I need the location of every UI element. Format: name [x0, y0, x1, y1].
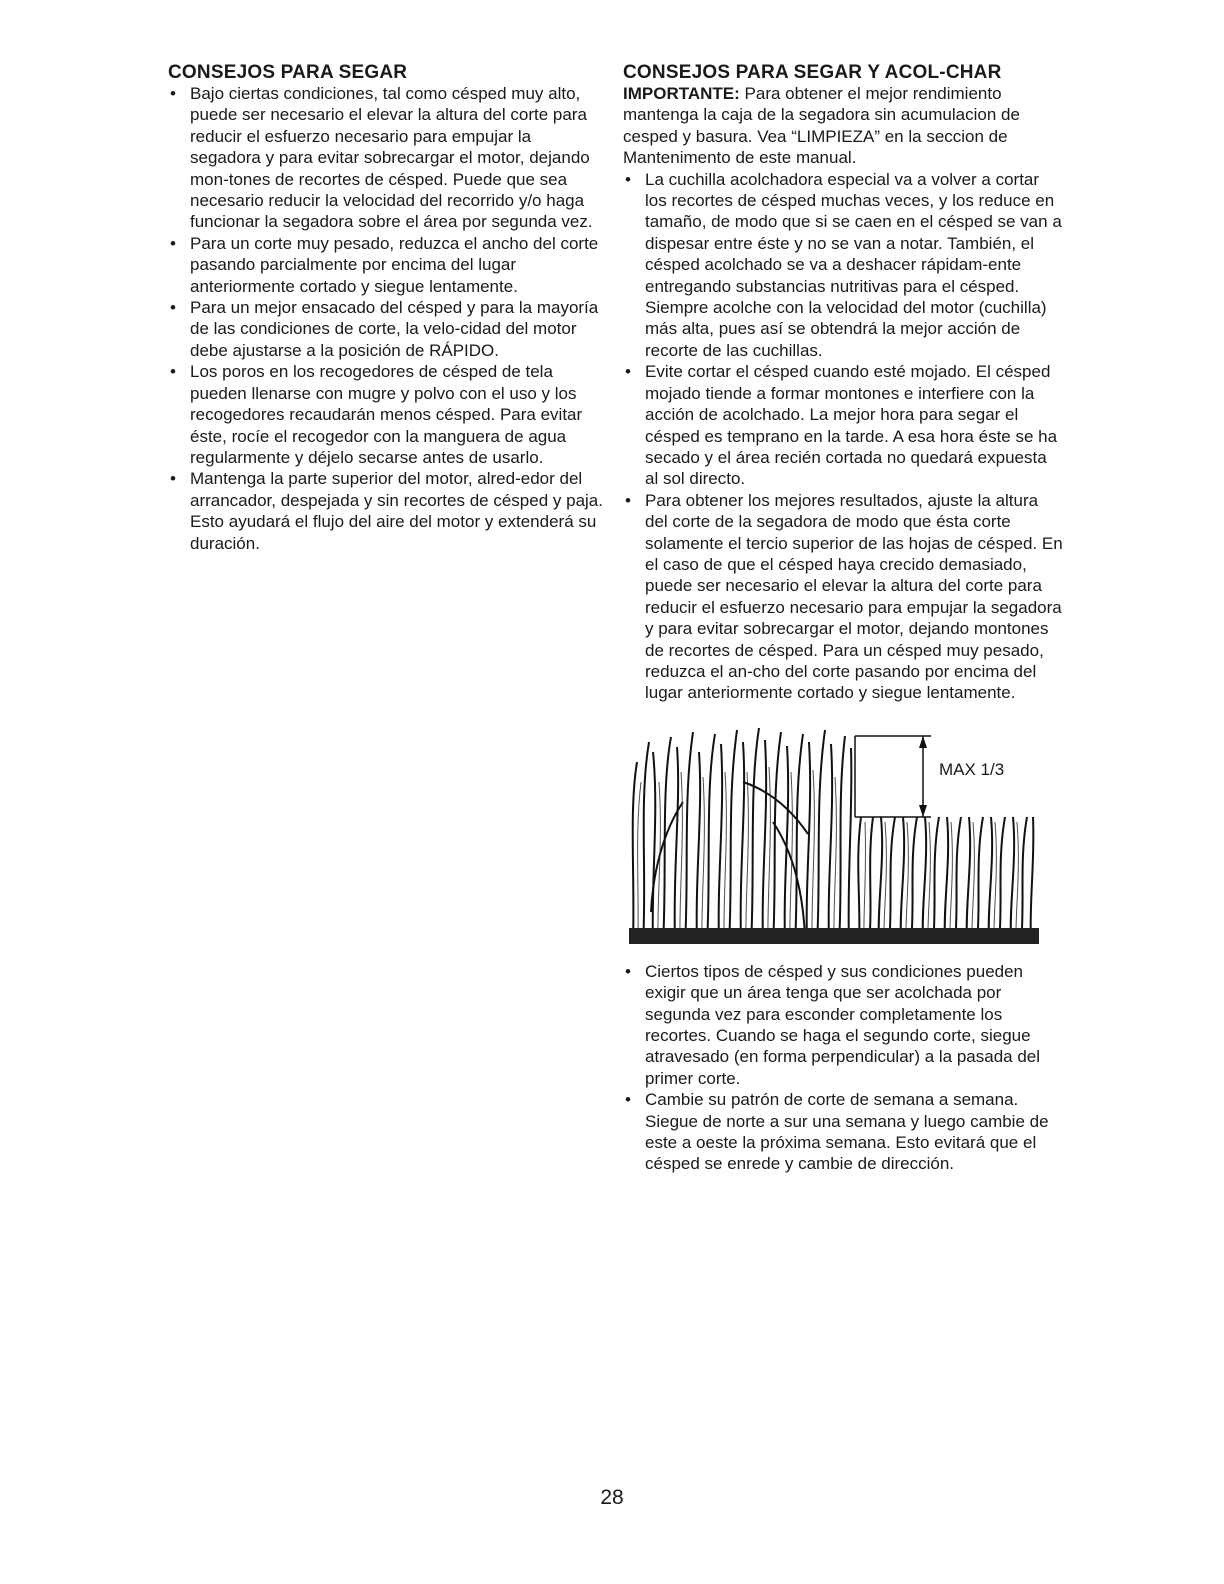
list-item: • Para un mejor ensacado del césped y para la mayoría de las condiciones de corte, la velo-cidad del motor debe ajustarse a la posición de RÁPIDO.: [168, 297, 604, 361]
tall-grass: [633, 728, 852, 944]
grass-height-illustration: [623, 722, 1053, 947]
list-item: • La cuchilla acolchadora especial va a volver a cortar los recortes de césped muchas veces, y los reduce en tamaño, de modo que si se caen en el césped se van a dispesar entre éste y no se van a notar. También, el césped acolchado se va a deshacer rápidam-ente entregando substancias nutritivas para el césped. Siempre acolche con la velocidad del motor (cuchilla) más alta, pues así se obtendrá la mejor acción de recorte de las cuchillas.: [623, 169, 1063, 362]
list-item: • Cambie su patrón de corte de semana a semana. Siegue de norte a sur una semana y luego cambie de este a oeste la próxima semana. Esto evitará que el césped se enrede y cambie de dirección.: [623, 1089, 1063, 1175]
left-column: [168, 62, 604, 554]
mowing-tips-heading: CONSEJOS PARA SEGAR: [168, 62, 408, 83]
mulching-tips-list-continued: [623, 961, 1063, 1175]
mulching-tips-heading: CONSEJOS PARA SEGAR Y ACOL-CHAR: [623, 62, 1002, 83]
arrow-up-icon: [919, 736, 927, 748]
list-item: • Evite cortar el césped cuando esté mojado. El césped mojado tiende a formar montones e interfiere con la acción de acolchado. La mejor hora para segar el césped es temprano en la tarde. A esa hora éste se ha secado y el área recién cortada no quedará expuesta al sol directo.: [623, 361, 1063, 489]
arrow-down-icon: [919, 805, 927, 817]
list-item: • Bajo ciertas condiciones, tal como césped muy alto, puede ser necesario el elevar la altura del corte para reducir el esfuerzo necesario para empujar la segadora y para evitar sobrecargar el motor, dejando mon-tones de recortes de césped. Puede que sea necesario reducir la velocidad del recorrido y/o haga funcionar la segadora sobre el área por segunda vez.: [168, 83, 604, 233]
grass-base: [629, 928, 1039, 944]
list-item: • Mantenga la parte superior del motor, alred-edor del arrancador, despejada y sin recortes de césped y paja. Esto ayudará el flujo del aire del motor y extenderá su duración.: [168, 468, 604, 554]
max-one-third-label: MAX 1/3: [939, 759, 1005, 779]
mulching-tips-list: [623, 169, 1063, 704]
important-text: Para obtener el mejor rendimiento mantenga la caja de la segadora sin acumulacion de cesped y basura. Vea “LIMPIEZA” en la seccion de Mantenimento de este manual.: [623, 84, 1020, 168]
important-note: [623, 83, 1063, 169]
grass-illustration-svg: [623, 722, 1043, 947]
right-column: [623, 62, 1063, 1175]
important-label: IMPORTANTE:: [623, 84, 740, 103]
list-item: • Para obtener los mejores resultados, ajuste la altura del corte de la segadora de modo que ésta corte solamente el tercio superior de las hojas de césped. En el caso de que el césped haya crecido demasiado, puede ser necesario el elevar la altura del corte para reducir el esfuerzo necesario para empujar la segadora y para evitar sobrecargar el motor, dejando montones de recortes de césped. Para un césped muy pesado, reduzca el an-cho del corte pasando por encima del lugar anteriormente cortado y siegue lentamente.: [623, 490, 1063, 704]
list-item: • Los poros en los recogedores de césped de tela pueden llenarse con mugre y polvo con el uso y los recogedores recaudarán menos césped. Para evitar éste, rocíe el recogedor con la manguera de agua regularmente y déjelo secarse antes de usarlo.: [168, 361, 604, 468]
cut-grass-fill: [864, 822, 1019, 944]
page-number: 28: [600, 1486, 624, 1509]
list-item: • Ciertos tipos de césped y sus condiciones pueden exigir que un área tenga que ser acolchada por segunda vez para esconder completamente los recortes. Cuando se haga el segundo corte, siegue atravesado (en forma perpendicular) a la pasada del primer corte.: [623, 961, 1063, 1089]
mowing-tips-list: [168, 83, 604, 554]
list-item: • Para un corte muy pesado, reduzca el ancho del corte pasando parcialmente por encima del lugar anteriormente cortado y siegue lentamente.: [168, 233, 604, 297]
